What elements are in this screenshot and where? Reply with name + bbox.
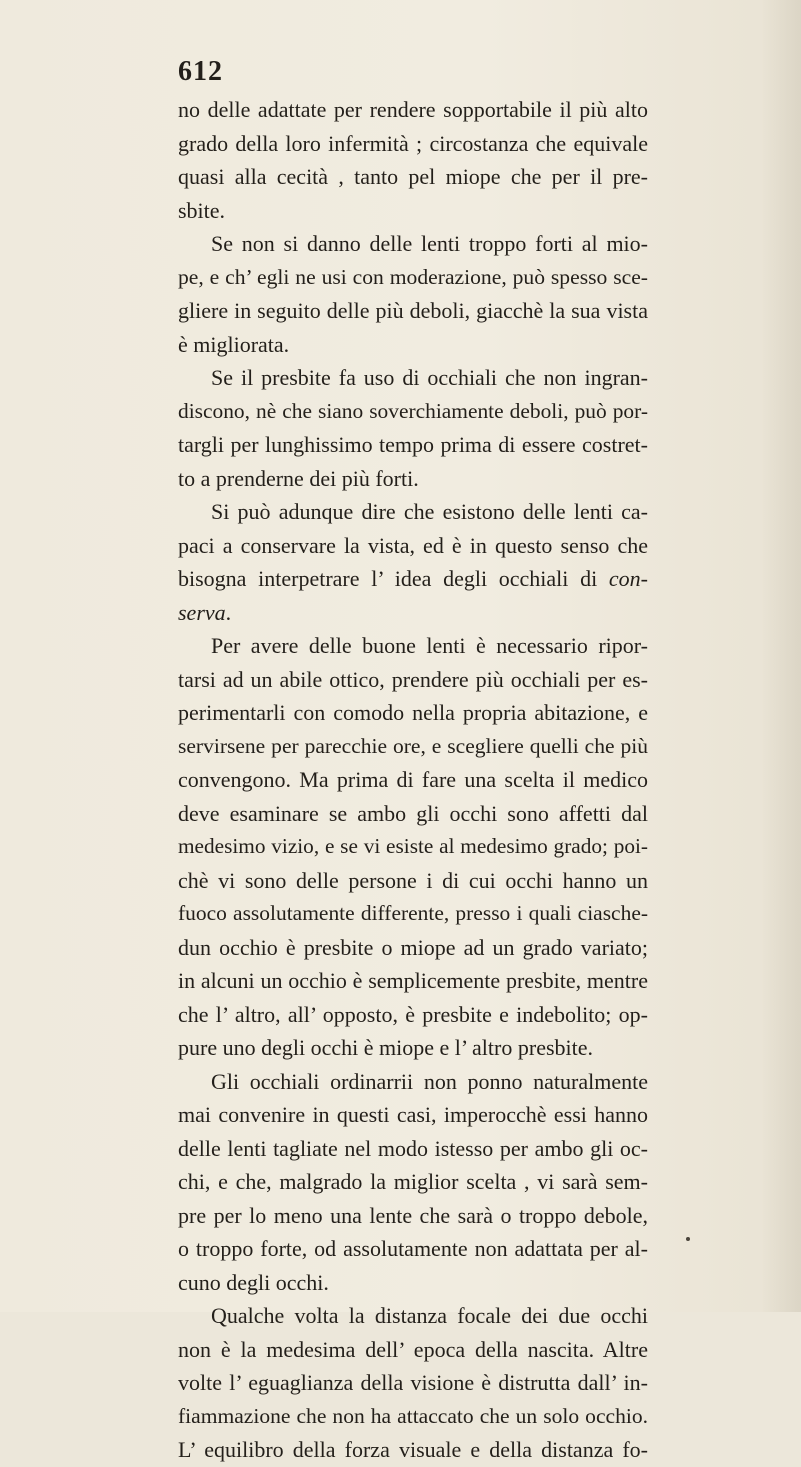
text-line: gliere in seguito delle più deboli, giacchè la sua vista [178,298,648,323]
text-line: mai convenire in questi casi, imperocchè essi hanno [178,1102,648,1127]
text-line: no delle adattate per rendere sopportabile il più alto [178,97,648,122]
text-line: sbite. [178,197,226,223]
text-line: pe, e ch’ egli ne usi con moderazione, può spesso sce- [178,264,648,289]
text-line: dun occhio è presbite o miope ad un grado variato; [178,934,648,960]
text-line: L’ equilibro della forza visuale e della distanza fo- [178,1437,648,1462]
text-line: paci a conservare la vista, ed è in questo senso che [178,532,648,558]
text-line: che l’ altro, all’ opposto, è presbite e indebolito; op- [178,1001,648,1027]
text-line: non è la medesima dell’ epoca della nascita. Altre [178,1336,648,1362]
text-line: fiammazione che non ha attaccato che un solo occhio. [178,1403,648,1428]
ink-speck [686,1237,690,1241]
text-line: o troppo forte, od assolutamente non adattata per al- [178,1236,648,1261]
text-line: grado della loro infermità ; circostanza che equivale [178,130,648,156]
text-line: servirsene per parecchie ore, e scegliere quelli che più [178,733,648,758]
text-line: perimentarli con comodo nella propria abitazione, e [178,700,648,725]
text-line: Se non si danno delle lenti troppo forti al mio- [211,231,648,256]
text-line: Per avere delle buone lenti è necessario ripor- [211,633,648,658]
text-line: chè vi sono delle persone i di cui occhi hanno un [178,867,648,893]
text-line: convengono. Ma prima di fare una scelta il medico [178,767,648,792]
text-line: Gli occhiali ordinarrii non ponno naturalmente [211,1068,648,1094]
page-edge-shadow [761,0,801,1312]
text-line: targli per lunghissimo tempo prima di essere costret- [178,432,648,457]
text-line: deve esaminare se ambo gli occhi sono affetti dal [178,800,648,826]
text-line: in alcuni un occhio è semplicemente presbite, mentre [178,968,648,993]
text-line: delle lenti tagliate nel modo istesso per ambo gli oc- [178,1135,648,1161]
text-line: volte l’ eguaglianza della visione è distrutta dall’ in- [178,1370,648,1395]
text-line: Se il presbite fa uso di occhiali che non ingran- [211,365,648,390]
page-number: 612 [178,56,223,87]
text-line: serva. [178,599,232,625]
text-line: fuoco assolutamente differente, presso i quali ciasche- [178,901,648,925]
text-line: pure uno degli occhi è miope e l’ altro presbite. [178,1035,594,1060]
text-line: medesimo vizio, e se vi esiste al medesimo grado; poi- [178,834,648,858]
text-line: è migliorata. [178,331,290,357]
text-line: discono, nè che siano soverchiamente deboli, può por- [178,398,648,423]
text-line: tarsi ad un abile ottico, prendere più occhiali per es- [178,666,648,692]
text-line: Qualche volta la distanza focale dei due occhi [211,1303,648,1328]
text-line: bisogna interpetrare l’ idea degli occhiali di con- [178,566,648,591]
text-line: to a prenderne dei più forti. [178,465,419,491]
text-line: chi, e che, malgrado la miglior scelta , vi sarà sem- [178,1169,648,1194]
body-text [178,93,648,1467]
text-line: Si può adunque dire che esistono delle lenti ca- [211,499,648,524]
text-line: quasi alla cecità , tanto pel miope che per il pre- [178,164,648,189]
text-line: cuno degli occhi. [178,1269,329,1295]
text-line: pre per lo meno una lente che sarà o troppo debole, [178,1202,648,1228]
